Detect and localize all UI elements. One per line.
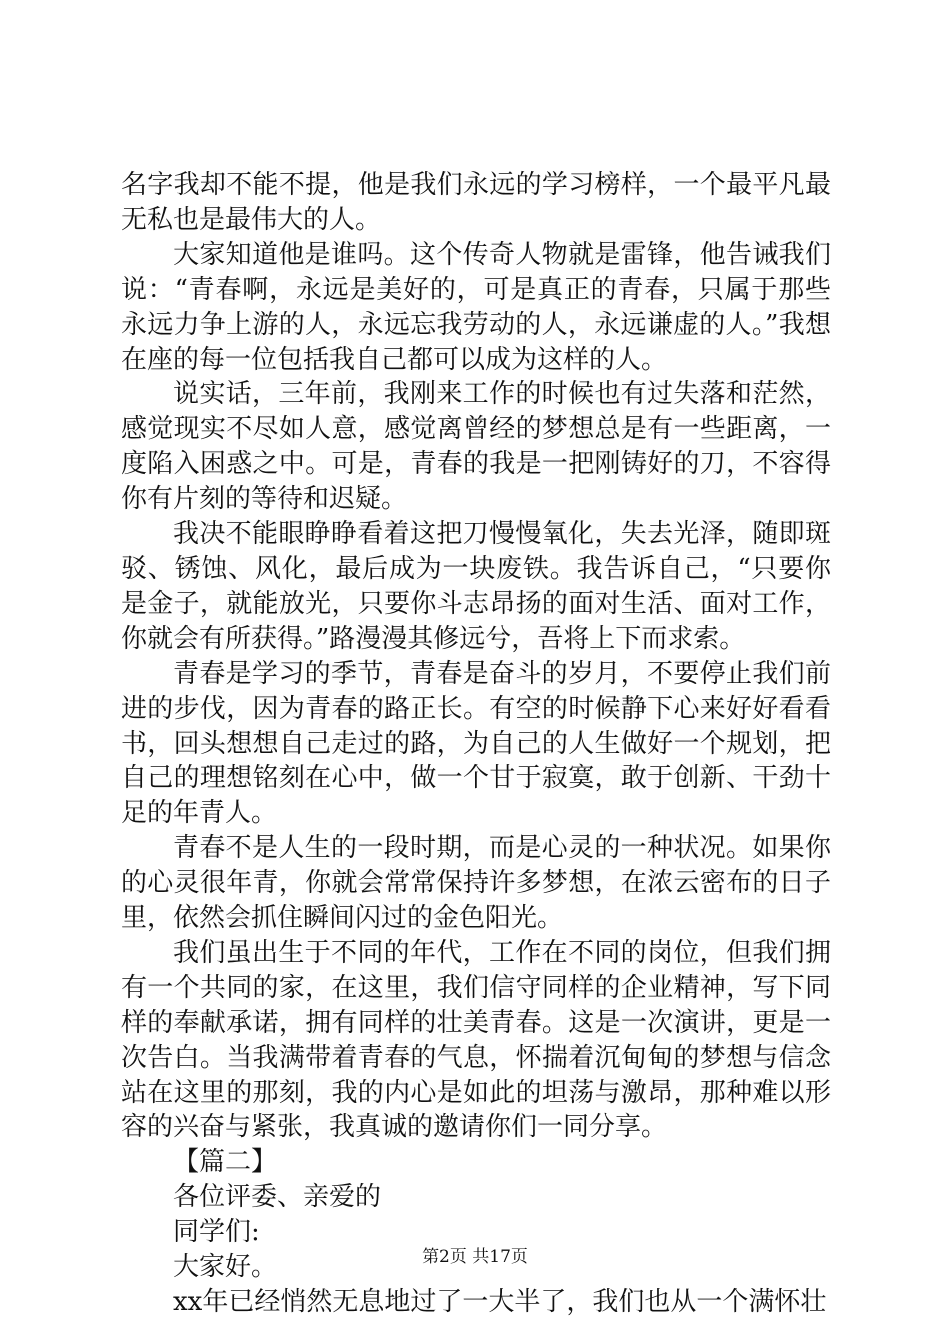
- greeting-line-2: 同学们:: [173, 1217, 260, 1248]
- page-number-footer: 第2页 共17页: [422, 1247, 528, 1267]
- paragraph-blade: 我决不能眼睁睁看着这把刀慢慢氧化，失去光泽，随即斑驳、锈蚀、风化，最后成为一块废铁。我告诉自己，“只要你是金子，就能放光，只要你斗志昂扬的面对生活、面对工作，你就会有所获得。”路漫漫其修远兮，吾将上下而求索。: [121, 519, 831, 654]
- paragraph-leifeng: 大家知道他是谁吗。这个传奇人物就是雷锋，他告诫我们说：“青春啊，永远是美好的，可是真正的青春，只属于那些永远力争上游的人，永远忘我劳动的人，永远谦虚的人。”我想在座的每一位包括我自己都可以成为这样的人。: [121, 239, 831, 375]
- paragraph-year-passed: xx年已经悄然无息地过了一大半了，我们也从一个满怀壮: [173, 1287, 827, 1317]
- paragraph-youth-state: 青春不是人生的一段时期，而是心灵的一种状况。如果你的心灵很年青，你就会常常保持许多梦想，在浓云密布的日子里，依然会抓住瞬间闪过的金色阳光。: [121, 833, 831, 934]
- paragraph-learning-season: 青春是学习的季节，青春是奋斗的岁月，不要停止我们前进的步伐，因为青春的路正长。有空的时候静下心来好好看看书，回头想想自己走过的路，为自己的人生做好一个规划，把自己的理想铭刻在心中，做一个甘于寂寞，敢于创新、干劲十足的年青人。: [121, 658, 831, 829]
- greeting-line-1: 各位评委、亲爱的: [173, 1182, 382, 1213]
- section-heading: 【篇二】: [173, 1147, 278, 1178]
- document-body: [121, 168, 831, 1320]
- greeting-line-3: 大家好。: [173, 1252, 278, 1283]
- paragraph-three-years-ago: 说实话，三年前，我刚来工作的时候也有过失落和茫然，感觉现实不尽如人意，感觉离曾经的梦想总是有一些距离，一度陷入困惑之中。可是，青春的我是一把刚铸好的刀，不容得你有片刻的等待和迟疑。: [121, 379, 831, 515]
- paragraph-shared-home: 我们虽出生于不同的年代，工作在不同的岗位，但我们拥有一个共同的家，在这里，我们信守同样的企业精神，写下同样的奉献承诺，拥有同样的壮美青春。这是一次演讲，更是一次告白。当我满带着青春的气息，怀揣着沉甸甸的梦想与信念站在这里的那刻，我的内心是如此的坦荡与激昂，那种难以形容的兴奋与紧张，我真诚的邀请你们一同分享。: [121, 937, 831, 1143]
- paragraph-continued: 名字我却不能不提，他是我们永远的学习榜样，一个最平凡最无私也是最伟大的人。: [121, 170, 831, 235]
